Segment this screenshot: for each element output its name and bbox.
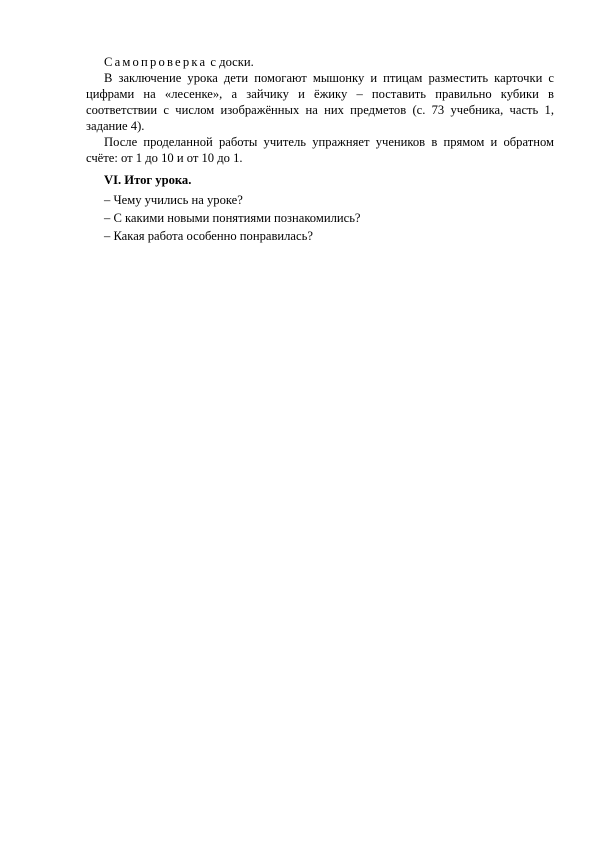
paragraph-counting-exercise: После проделанной работы учитель упражняет учеников в прямом и обратном счёте: от 1 до 10 и от 10 до 1. [86,135,554,165]
question-line: – С какими новыми понятиями познакомились? [104,211,361,225]
self-check-label: Самопроверка [104,55,208,69]
document-page [86,54,554,246]
self-check-label-rest: с доски. [207,55,254,69]
question-line: – Чему учились на уроке? [104,193,243,207]
section-heading: VI. Итог урока. [104,173,192,187]
self-check-line [86,54,554,70]
question-line: – Какая работа особенно понравилась? [104,229,313,243]
paragraph-lesson-conclusion: В заключение урока дети помогают мышонку и птицам разместить карточки с цифрами на «лесенке», а зайчику и ёжику – поставить правильно кубики в соответствии с числом изображённых на них предметов (с. 73 учебника, часть 1, задание 4). [86,71,554,133]
